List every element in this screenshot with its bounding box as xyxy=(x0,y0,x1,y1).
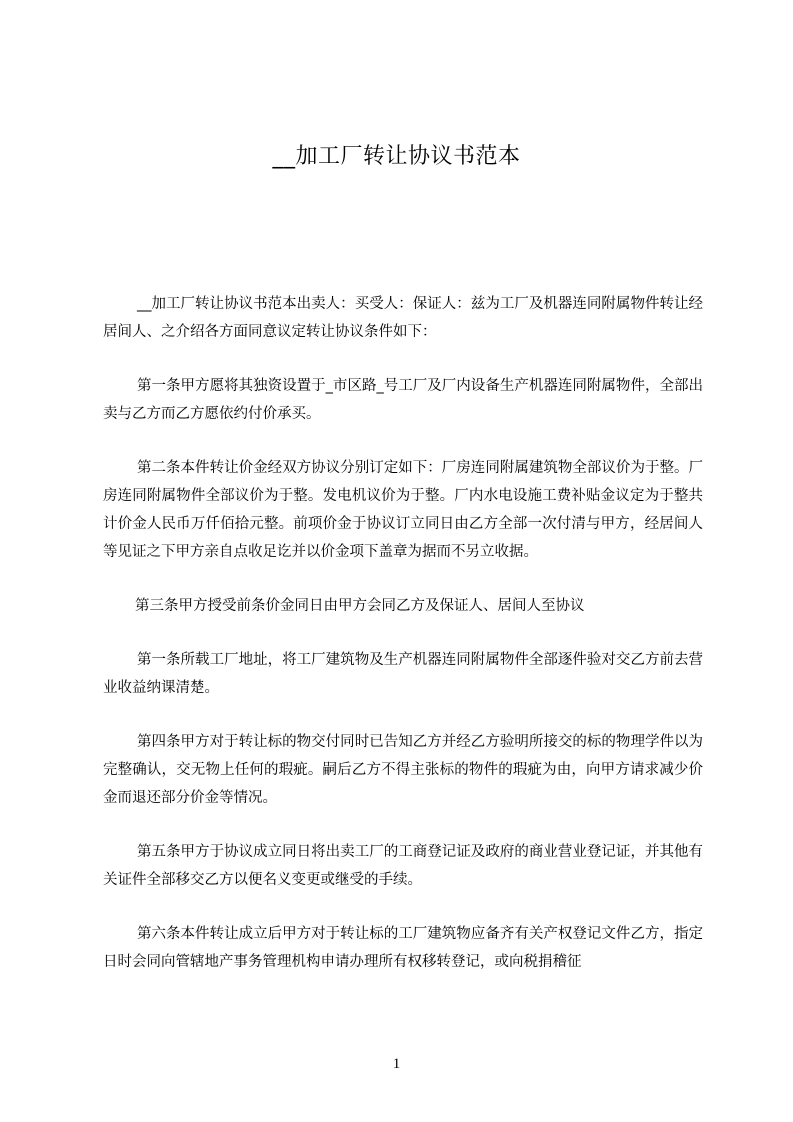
paragraph-article-4: 第四条甲方对于转让标的物交付同时已告知乙方并经乙方验明所接交的标的物理学件以为完整确认，交无物上任何的瑕疵。嗣后乙方不得主张标的物件的瑕疵为由，向甲方请求减少价金而退还部分价金等情况。 xyxy=(103,734,703,806)
paragraph-article-2: 第二条本件转让价金经双方协议分别订定如下：厂房连同附属建筑物全部议价为于整。厂房连同附属物件全部议价为于整。发电机议价为于整。厂内水电设施工费补贴金议定为于整共计价金人民币万仟佰拾元整。前项价金于协议订立同日由乙方全部一次付清与甲方，经居间人等见证之下甲方亲自点收足讫并以价金项下盖章为据而不另立收据。 xyxy=(103,460,703,560)
document-title: __加工厂转让协议书范本 xyxy=(272,144,521,169)
page-number: 1 xyxy=(392,1056,401,1072)
document-body xyxy=(103,290,703,1002)
paragraph-article-6: 第六条本件转让成立后甲方对于转让标的工厂建筑物应备齐有关产权登记文件乙方，指定日时会同向管辖地产事务管理机构申请办理所有权移转登记，或向税捐稽征 xyxy=(103,926,703,970)
paragraph-article-1-ref: 第一条所载工厂地址，将工厂建筑物及生产机器连同附属物件全部逐件验对交乙方前去营业收益纳课清楚。 xyxy=(103,652,703,696)
paragraph-article-3: 第三条甲方授受前条价金同日由甲方会同乙方及保证人、居间人至协议 xyxy=(135,598,585,614)
paragraph-intro: __加工厂转让协议书范本出卖人：买受人：保证人：兹为工厂及机器连同附属物件转让经居间人、之介绍各方面同意议定转让协议条件如下： xyxy=(103,296,703,340)
paragraph-article-5: 第五条甲方于协议成立同日将出卖工厂的工商登记证及政府的商业营业登记证，并其他有关证件全部移交乙方以便名义变更或继受的手续。 xyxy=(103,844,703,888)
paragraph-article-1: 第一条甲方愿将其独资设置于_市区路_号工厂及厂内设备生产机器连同附属物件，全部出卖与乙方而乙方愿依约付价承买。 xyxy=(103,378,703,422)
